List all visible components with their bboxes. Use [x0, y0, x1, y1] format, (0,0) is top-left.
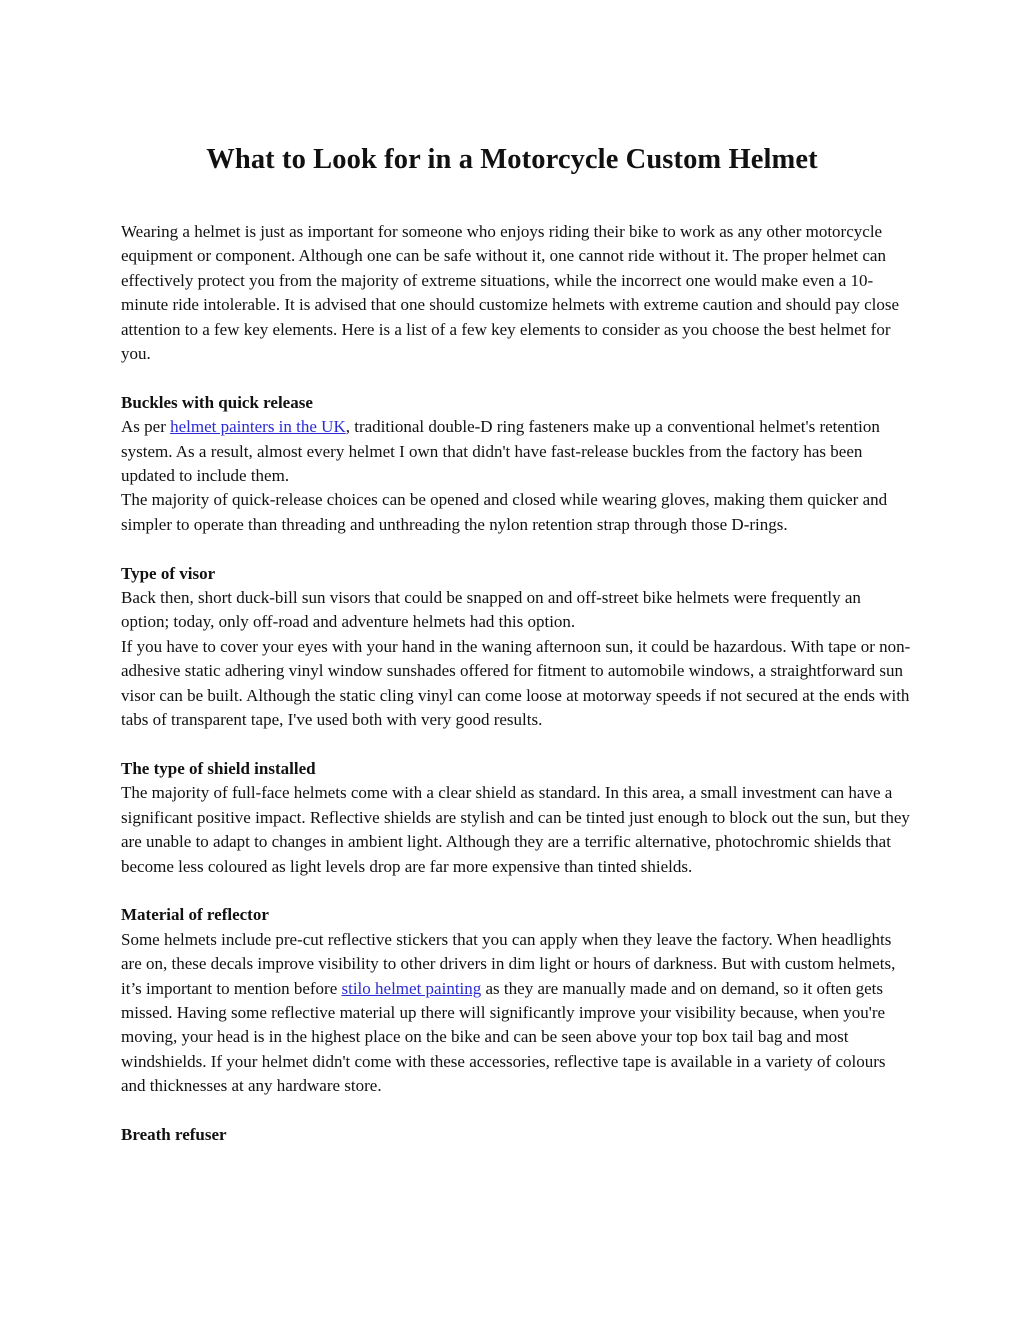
section-visor	[121, 562, 911, 733]
paragraph-text: , traditional double-D ring fasteners make up a conventional helmet's retention system. As a result, almost every helmet I own that didn't have fast-release buckles from the factory has been updated to include them.	[121, 417, 880, 486]
paragraph-text: Some helmets include pre-cut reflective stickers that you can apply when they leave the factory. When headlights are on, these decals improve visibility to other drivers in dim light or hours of darkness. But with custom helmets, it’s important to mention before	[121, 929, 896, 998]
section-heading: The type of shield installed	[121, 758, 316, 778]
section-heading: Type of visor	[121, 563, 216, 583]
section-heading: Breath refuser	[121, 1124, 227, 1144]
paragraph-text: as they are manually made and on demand, so it often gets missed. Having some reflective material up there will significantly improve your visibility because, when you're moving, your head is in the highest place on the bike and can be seen above your top box tail bag and most windshields. If your helmet didn't come with these accessories, reflective tape is available in a variety of colours and thicknesses at any hardware store.	[121, 978, 886, 1096]
section-breath-refuser	[121, 1123, 911, 1147]
section-reflector	[121, 903, 911, 1098]
page-title: What to Look for in a Motorcycle Custom Helmet	[206, 144, 818, 175]
section-heading: Material of reflector	[121, 905, 269, 925]
section-paragraph: The majority of quick-release choices can be opened and closed while wearing gloves, making them quicker and simpler to operate than threading and unthreading the nylon retention strap through those D-rings.	[121, 490, 888, 534]
stilo-helmet-painting-link[interactable]: stilo helmet painting	[341, 978, 482, 998]
section-paragraph	[121, 415, 911, 488]
section-quick-release	[121, 391, 911, 537]
section-paragraph: If you have to cover your eyes with your hand in the waning afternoon sun, it could be hazardous. With tape or non-adhesive static adhering vinyl window sunshades offered for fitment to automobile windows, a straightforward sun visor can be built. Although the static cling vinyl can come loose at motorway speeds if not secured at the ends with tabs of transparent tape, I've used both with very good results.	[121, 636, 911, 730]
section-shield	[121, 757, 911, 879]
section-paragraph	[121, 928, 911, 1099]
paragraph-text: As per	[121, 417, 171, 437]
document-page	[121, 140, 911, 1147]
section-paragraph: Back then, short duck-bill sun visors that could be snapped on and off-street bike helmets were frequently an option; today, only off-road and adventure helmets had this option.	[121, 588, 861, 632]
helmet-painters-link[interactable]: helmet painters in the UK	[170, 417, 346, 437]
section-heading: Buckles with quick release	[121, 392, 313, 412]
intro-paragraph: Wearing a helmet is just as important for someone who enjoys riding their bike to work as any other motorcycle equipment or component. Although one can be safe without it, one cannot ride without it. The proper helmet can effectively protect you from the majority of extreme situations, while the incorrect one would make even a 10-minute ride intolerable. It is advised that one should customize helmets with extreme caution and should pay close attention to a few key elements. Here is a list of a few key elements to consider as you choose the best helmet for you.	[121, 222, 900, 364]
section-paragraph: The majority of full-face helmets come with a clear shield as standard. In this area, a small investment can have a significant positive impact. Reflective shields are stylish and can be tinted just enough to block out the sun, but they are unable to adapt to changes in ambient light. Although they are a terrific alternative, photochromic shields that become less coloured as light levels drop are far more expensive than tinted shields.	[121, 783, 910, 876]
